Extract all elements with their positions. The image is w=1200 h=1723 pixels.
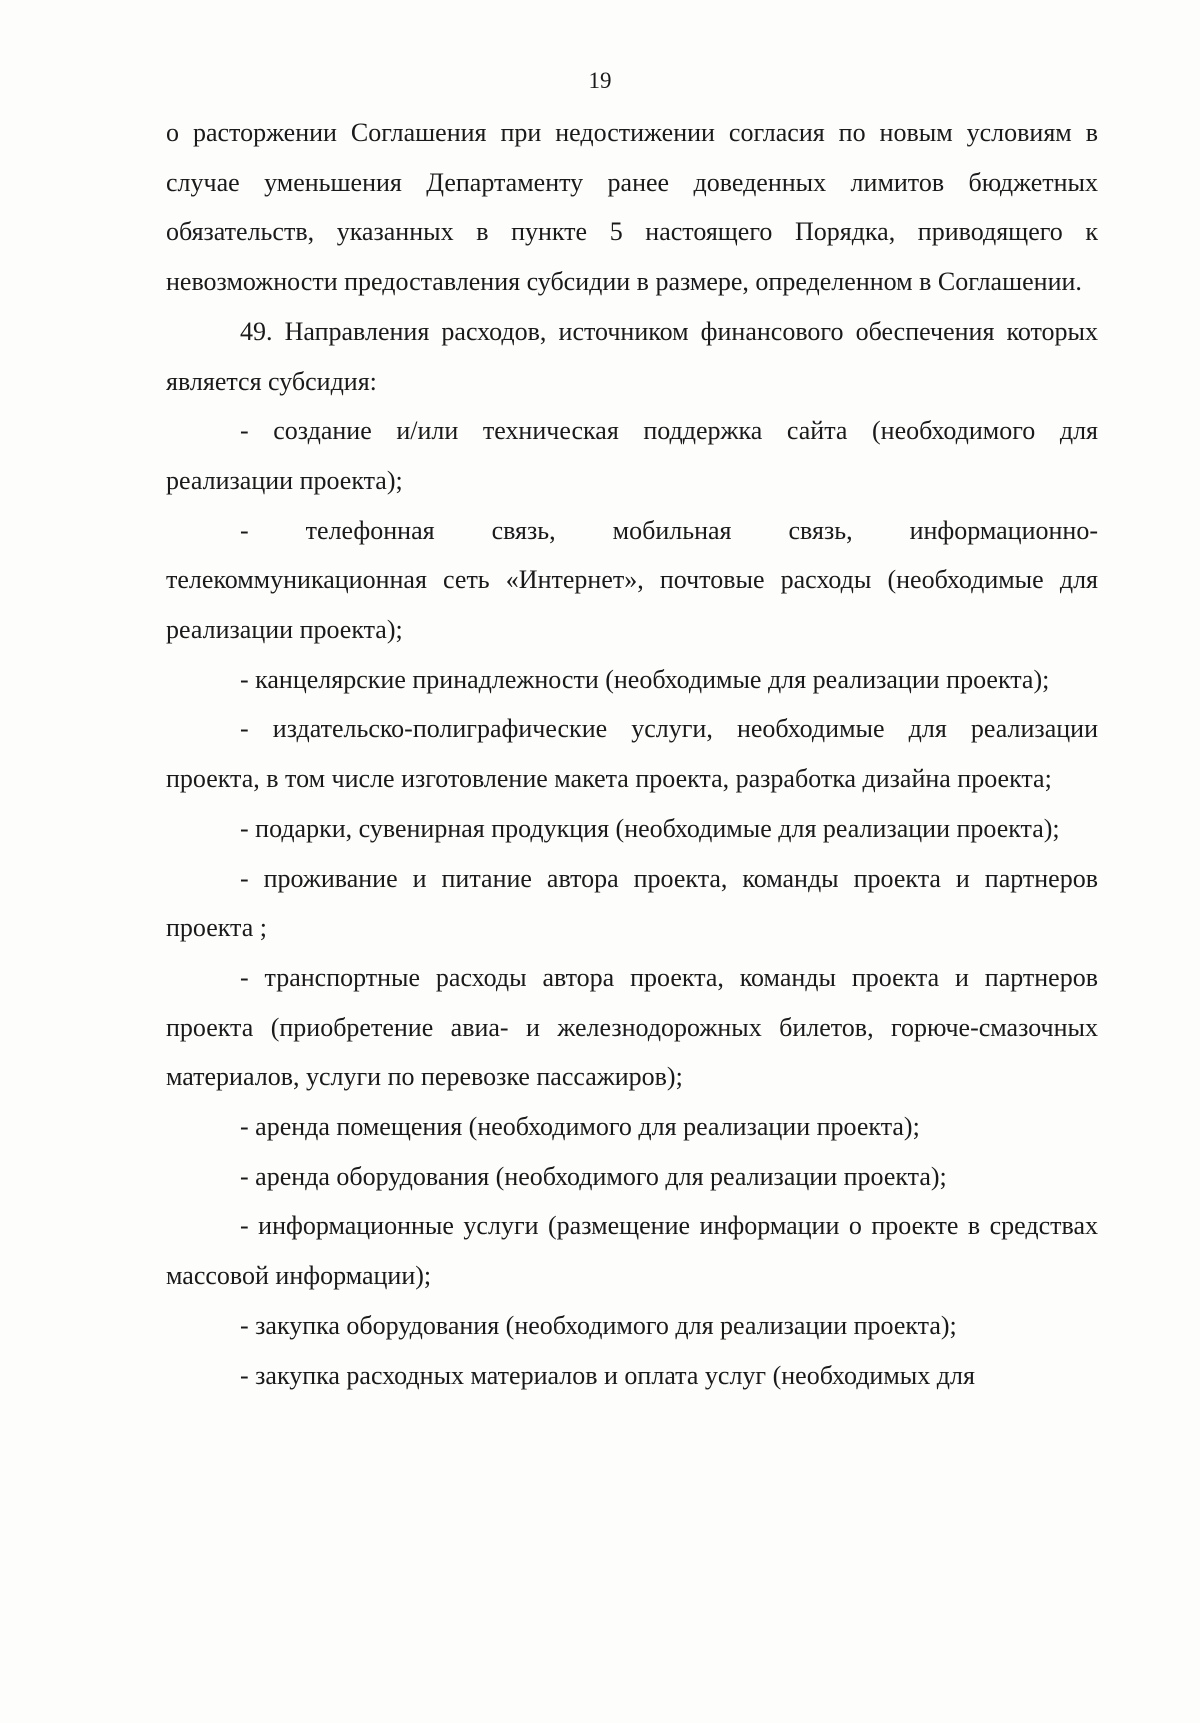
paragraph-continuation: о расторжении Соглашения при недостижении согласия по новым условиям в случае уменьшения Департаменту ранее доведенных лимитов бюджетных обязательств, указанных в пункте 5 настоящего Порядка, приводящего к невозможности предоставления субсидии в размере, определенном в Соглашении.	[166, 118, 1098, 297]
expense-list-item: - подарки, сувенирная продукция (необходимые для реализации проекта);	[240, 813, 1060, 843]
expense-list-item: - аренда помещения (необходимого для реализации проекта);	[240, 1112, 920, 1142]
document-body	[166, 108, 1098, 1400]
expense-list-item: - издательско-полиграфические услуги, необходимые для реализации проекта, в том числе изготовление макета проекта, разработка дизайна проекта;	[166, 714, 1098, 794]
expense-list-item: - транспортные расходы автора проекта, команды проекта и партнеров проекта (приобретение авиа- и железнодорожных билетов, горюче-смазочных материалов, услуги по перевозке пассажиров);	[166, 962, 1098, 1092]
expense-list-item: - создание и/или техническая поддержка сайта (необходимого для реализации проекта);	[166, 416, 1098, 495]
expense-list-item: - аренда оборудования (необходимого для реализации проекта);	[240, 1161, 947, 1191]
expense-list-item: - канцелярские принадлежности (необходимые для реализации проекта);	[240, 664, 1050, 694]
expense-list-item: - телефонная связь, мобильная связь, информационно-телекоммуникационная сеть «Интернет», почтовые расходы (необходимые для реализации проекта);	[166, 515, 1098, 645]
expense-list-item: - закупка расходных материалов и оплата услуг (необходимых для	[240, 1360, 975, 1390]
paragraph-49-heading: 49. Направления расходов, источником финансового обеспечения которых является субсидия:	[166, 316, 1098, 396]
page-number: 19	[588, 68, 612, 93]
expense-list-item: - проживание и питание автора проекта, команды проекта и партнеров проекта ;	[166, 863, 1098, 943]
expense-list-item: - информационные услуги (размещение информации о проекте в средствах массовой информации);	[166, 1211, 1098, 1291]
expense-list-item: - закупка оборудования (необходимого для реализации проекта);	[240, 1310, 957, 1340]
